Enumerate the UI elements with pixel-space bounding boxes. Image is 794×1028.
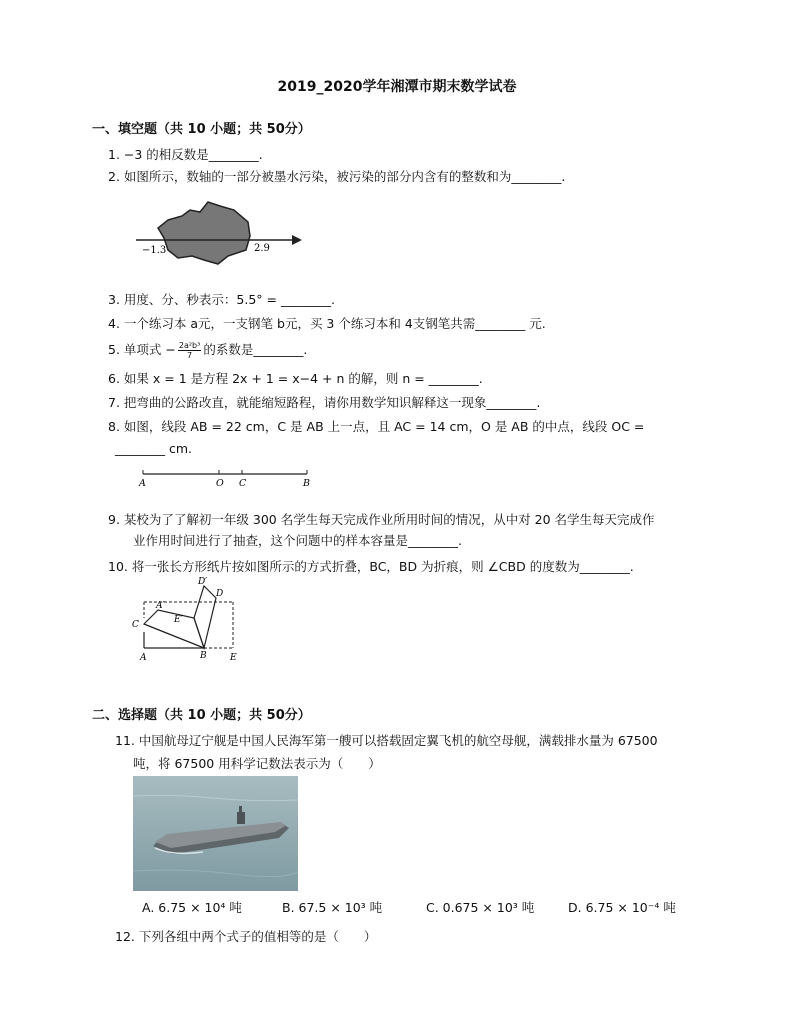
label-d: D (216, 589, 224, 599)
section-heading-fill-blank: 一、填空题（共 10 小题；共 50分） (92, 122, 311, 137)
label-a: A (140, 653, 147, 663)
point-a-label: A (139, 478, 146, 489)
question-12: 12. 下列各组中两个式子的值相等的是（ ） (115, 929, 377, 944)
question-7: 7. 把弯曲的公路改直，就能缩短路程，请你用数学知识解释这一现象________. (108, 395, 541, 410)
question-10: 10. 将一张长方形纸片按如图所示的方式折叠，BC，BD 为折痕，则 ∠CBD 的度数为________. (108, 559, 634, 574)
question-1: 1. −3 的相反数是________. (108, 147, 263, 162)
question-5 (108, 340, 307, 360)
q5-suffix: 的系数是________. (203, 342, 308, 357)
label-e: E (230, 653, 237, 663)
carrier-island (237, 812, 245, 824)
option-b[interactable]: B. 67.5 × 10³ 吨 (282, 900, 383, 915)
option-d[interactable]: D. 6.75 × 10⁻⁴ 吨 (568, 900, 676, 915)
label-neg-1-3: −1.3 (142, 245, 167, 256)
option-c[interactable]: C. 0.675 × 10³ 吨 (426, 900, 535, 915)
option-a[interactable]: A. 6.75 × 10⁴ 吨 (142, 900, 242, 915)
question-11-line-2: 吨，将 67500 用科学记数法表示为（ ） (133, 756, 381, 771)
label-e-prime: E′ (174, 615, 183, 625)
question-3: 3. 用度、分、秒表示：5.5° = ________. (108, 292, 335, 307)
axis-arrow (292, 235, 302, 245)
section-heading-multiple-choice: 二、选择题（共 10 小题；共 50分） (92, 708, 311, 723)
ink-blot (158, 202, 250, 264)
label-b: B (200, 651, 207, 661)
question-9-line-1: 9. 某校为了了解初一年级 300 名学生每天完成作业所用时间的情况，从中对 20 名学生每天完成作 (108, 512, 655, 527)
page-title: 2019_2020学年湘潭市期末数学试卷 (277, 79, 517, 95)
aircraft-carrier-photo (133, 776, 298, 891)
q5-prefix: 5. 单项式 − (108, 342, 176, 357)
question-8-line-2: ________ cm. (115, 441, 192, 456)
segment-figure (135, 466, 320, 490)
number-line-ink-figure (130, 198, 310, 268)
question-6: 6. 如果 x = 1 是方程 2x + 1 = x−4 + n 的解，则 n = ________. (108, 371, 483, 386)
question-9-line-2: 业作用时间进行了抽查，这个问题中的样本容量是________. (133, 533, 462, 548)
label-c: C (132, 620, 139, 630)
question-8-line-1: 8. 如图，线段 AB = 22 cm，C 是 AB 上一点，且 AC = 14 cm，O 是 AB 的中点，线段 OC = (108, 419, 645, 434)
label-2-9: 2.9 (254, 243, 270, 254)
point-b-label: B (303, 478, 310, 489)
q5-fraction-denominator: 7 (187, 351, 193, 360)
point-o-label: O (216, 478, 224, 489)
label-d-prime: D′ (198, 577, 208, 587)
folded-paper-figure (128, 574, 243, 666)
question-4: 4. 一个练习本 a元，一支钢笔 b元，买 3 个练习本和 4支钢笔共需________ 元. (108, 316, 546, 331)
q5-fraction-numerator: 2a²b³ (178, 341, 201, 350)
point-c-label: C (239, 478, 247, 489)
question-2: 2. 如图所示，数轴的一部分被墨水污染，被污染的部分内含有的整数和为________. (108, 169, 566, 184)
label-a-prime: A′ (156, 601, 165, 611)
q5-fraction (178, 341, 201, 360)
question-11-line-1: 11. 中国航母辽宁舰是中国人民海军第一艘可以搭载固定翼飞机的航空母舰，满载排水量为 67500 (115, 733, 658, 748)
